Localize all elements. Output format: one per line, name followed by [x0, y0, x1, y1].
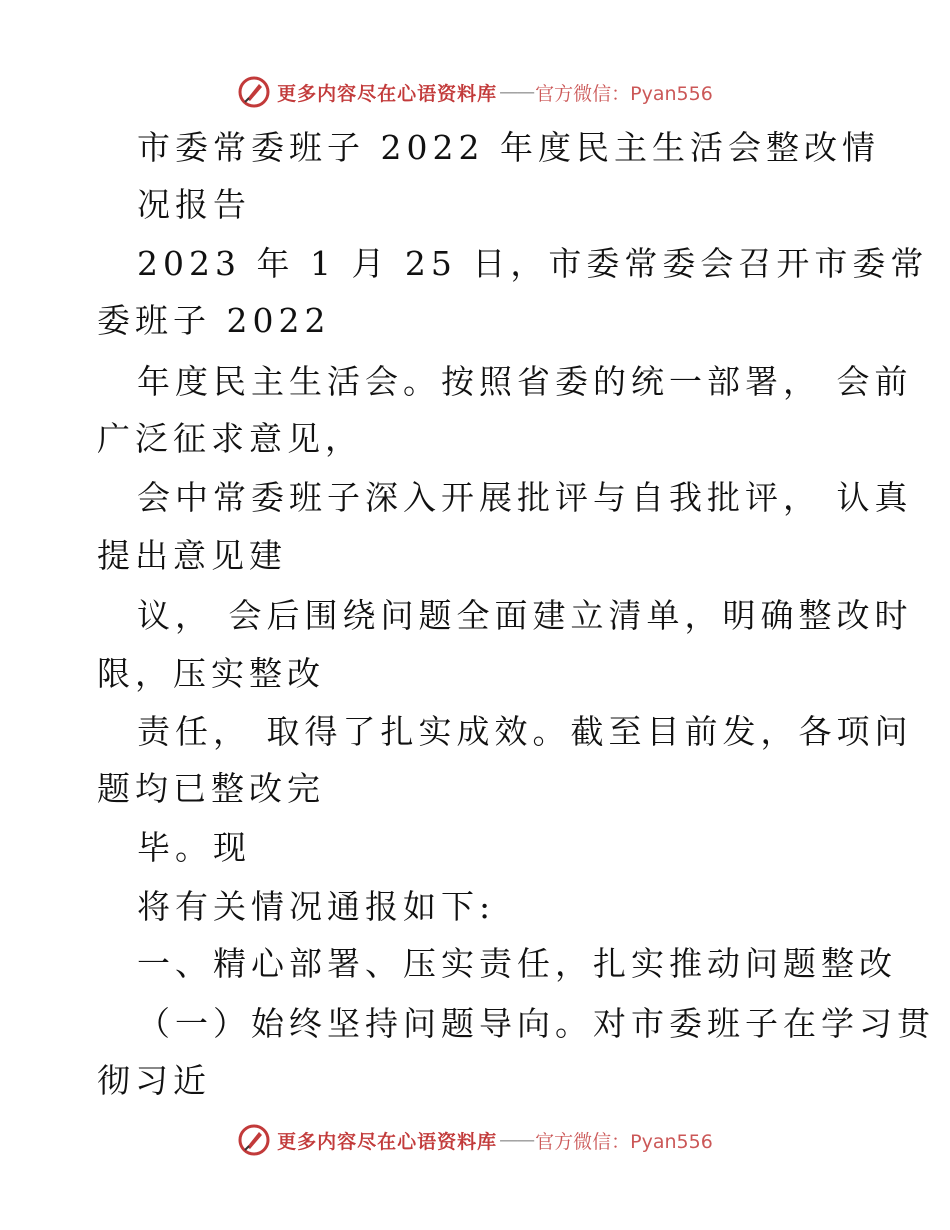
- paragraph-line: 限，压实整改: [97, 654, 325, 693]
- section-heading: 一、精心部署、压实责任，扎实推动问题整改: [137, 944, 897, 983]
- paragraph-line: 2023 年 1 月 25 日，市委常委会召开市委常: [137, 244, 929, 283]
- quill-logo-icon: [237, 1123, 271, 1157]
- subsection-heading: （一）始终坚持问题导向。对市委班子在学习贯: [137, 1004, 935, 1043]
- title-line-1: 市委常委班子 2022 年度民主生活会整改情: [137, 128, 880, 167]
- watermark-brand: 更多内容尽在心语资料库: [277, 82, 498, 105]
- paragraph-line: 将有关情况通报如下:: [137, 887, 496, 926]
- watermark-contact: 官方微信：Pyan556: [535, 1130, 713, 1153]
- title-line-2: 况报告: [137, 185, 251, 224]
- paragraph-line: 议， 会后围绕问题全面建立清单，明确整改时: [137, 596, 913, 635]
- footer-watermark: [0, 1120, 950, 1160]
- watermark-contact: 官方微信：Pyan556: [535, 82, 713, 105]
- paragraph-line: 责任， 取得了扎实成效。截至目前发，各项问: [137, 712, 913, 751]
- paragraph-line: 年度民主生活会。按照省委的统一部署， 会前: [137, 362, 913, 401]
- paragraph-line: 委班子 2022: [97, 301, 331, 340]
- watermark-brand: 更多内容尽在心语资料库: [277, 1130, 498, 1153]
- watermark-dash: ——: [499, 81, 534, 103]
- paragraph-line: 提出意见建: [97, 536, 287, 575]
- paragraph-line: 广泛征求意见，: [97, 419, 363, 458]
- paragraph-line: 题均已整改完: [97, 769, 325, 808]
- paragraph-line: 会中常委班子深入开展批评与自我批评， 认真: [137, 478, 913, 517]
- watermark-dash: ——: [499, 1129, 534, 1151]
- paragraph-line: 彻习近: [97, 1061, 211, 1100]
- paragraph-line: 毕。现: [137, 828, 251, 867]
